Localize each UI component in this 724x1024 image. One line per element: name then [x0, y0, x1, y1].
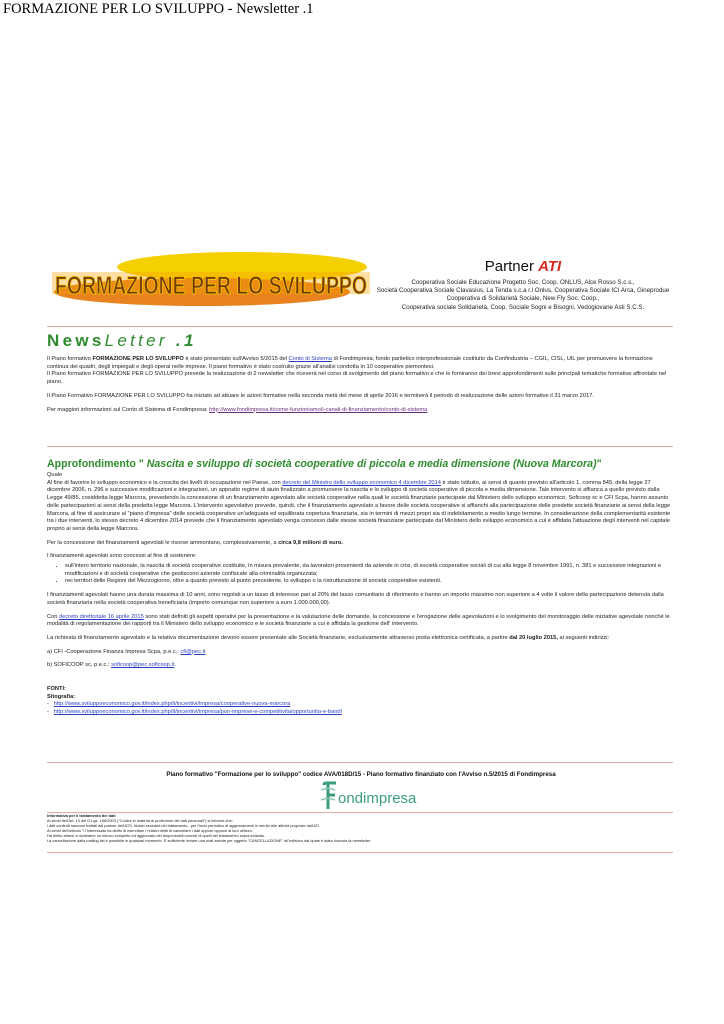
decreto-ministro-link[interactable]: decreto del Ministro dello sviluppo economico 4 dicembre 2014 [282, 479, 441, 486]
heading-news: News [47, 331, 105, 350]
intro-paragraph-4 [47, 407, 675, 415]
source-link-2[interactable]: http://www.sviluppoeconomico.gov.it/index.php/it/incentivi/impresa/pon-imprese-e-competitivita/opportunita-e-bandi [53, 709, 342, 716]
text-span: Per la concessione dei finanziamenti agevolati le risorse ammontano, complessivamente, a [47, 539, 279, 546]
intro-paragraph-2: Il Piano formativo FORMAZIONE PER LO SVILUPPO prevede la realizzazione di 2 newsletter che riceverà nel corso di svolgimento del piano formativo e che le forniranno dei brevi approfondimenti sulle principali tematiche formative affrontate nel piano. [47, 371, 667, 386]
divider [47, 852, 673, 853]
text-span: a) CFI -Cooperazione Finanza Impresa Scpa, p.e.c.: [47, 648, 181, 655]
fondimpresa-graphic [318, 781, 438, 811]
privacy-notice [47, 813, 675, 843]
list-item: • sull'intero territorio nazionale, la nascita di società cooperative costituite, in misura prevalente, da lavoratori provenienti da aziende in crisi, di società cooperative sociali di cui alla legge 8 novembre 1991, n. 381 e successive integrazioni e modificazioni e di società cooperative che gestiscono aziende confiscate alla criminalità organizzata; [65, 563, 675, 578]
decreto-direttoriale-link[interactable]: decreto direttoriale 16 aprile 2015 [59, 613, 144, 620]
fondimpresa-conto-link[interactable]: http://www.fondimpresa.it/come-funzioniamo/i-canali-di-finanziamento/conto-di-sistema [209, 406, 428, 413]
partner-line: Cooperativa di Solidarietà Sociale, New Fly Soc. Coop., [446, 295, 600, 303]
approfondimento-title [47, 458, 602, 471]
heading-number: .1 [175, 331, 197, 350]
formazione-logo [52, 250, 370, 308]
approf-paragraph-5 [47, 614, 675, 629]
partner-line: Cooperativa sociale Solidarietà, Coop. Sociale Sogni e Bisogni, Vedogiovane Asti S.C.S. [401, 303, 645, 311]
divider [47, 762, 673, 763]
approf-paragraph-2 [47, 540, 675, 548]
text-span: di Fondimpresa, fondo paritetico interprofessionale costituito da Confindustria – CGIL, CISL, UIL per promuovere la formazione continua dei quadri, degli impiegati e degli operai nelle imprese. Il piano formativo è stato costruito grazie all'analisi condotta in 10 cooperative piemontesi. [47, 356, 653, 370]
intro-section [47, 356, 675, 414]
partner-line: Cooperativa Sociale Educazione Progetto Soc. Coop. ONLUS, Alce Rosso S.c.s., [411, 279, 635, 286]
text-span: b) SOFICOOP sc, p.e.c.: [47, 662, 112, 669]
conto-di-sistema-link[interactable]: Conto di Sistema [288, 356, 332, 362]
text-span: Per maggiori informazioni sul Conto di Sistema di Fondimpresa: [47, 406, 210, 413]
intro-paragraph-3: Il Piano Formativo FORMAZIONE PER LO SVILUPPO ha iniziato ad attuare le azioni formative nella seconda metà del mese di aprile 2016 e terminerà il periodo di realizzazione delle azioni formative il 31 marzo 2017. [47, 392, 594, 399]
privacy-line: La cancellazione dalla mailing list è possibile in qualsiasi momento. È sufficiente inviare una mail avente per oggetto "CANCELLAZIONE" all'indirizzo dal quale è stata ricevuta la newsletter. [47, 838, 372, 843]
text-span: Con [47, 613, 60, 620]
cfi-pec-link[interactable]: cfi@pec.it [180, 648, 206, 655]
divider [47, 446, 673, 447]
text-span: è stato presentato sull'Avviso 5/2015 del [183, 356, 289, 362]
privacy-line: Ai sensi dell'Art. 13 del D.Lgs. 196/2003 ("Codice in materia di protezione dei dati personali") si informa che: [47, 818, 233, 823]
logo-text: FORMAZIONE PER LO SVILUPPO [55, 272, 367, 300]
title-italic: Nascita e sviluppo di società cooperative di piccola e media dimensione (Nuova Marcora) [146, 458, 597, 470]
partner-block [372, 258, 674, 312]
approfondimento-body [47, 472, 675, 717]
divider [47, 326, 673, 327]
fondimpresa-f-icon [324, 783, 336, 809]
start-date: dal 20 luglio 2015, [509, 634, 558, 641]
approf-paragraph-4: I finanziamenti agevolati hanno una durata massima di 10 anni, sono regolati a un tasso di interesse pari al 20% del tasso comunitario di riferimento e hanno un importo massimo non superiore a 4 volte il valore della partecipazione detenuta dalla società finanziaria nella società cooperativa beneficiaria (importo comunque non superiore a euro 1.000.000,00). [47, 592, 664, 606]
text-span: Al fine di favorire lo sviluppo economico e la crescita dei livelli di occupazione nel Paese, con [47, 479, 283, 486]
piano-footer-line: Piano formativo "Formazione per lo sviluppo" codice AVA/018D/15 - Piano formativo finanziato con l'Avviso n.5/2015 di Fondimpresa [166, 771, 556, 778]
partner-line: Società Cooperativa Sociale Clavasius, La Tenda s.c.a r.l Onlus, Cooperativa Sociale ICI Arca, Gineprodue [376, 287, 670, 295]
support-list [47, 563, 675, 586]
text-span: ai seguenti indirizzi: [557, 634, 610, 641]
partner-ati: ATI [538, 258, 562, 275]
source-link-1[interactable]: http://www.sviluppoeconomico.gov.it/index.php/it/incentivi/impresa/cooperative-nuova-marcora [53, 701, 291, 708]
text-span: Il Piano formativo [47, 356, 93, 362]
approf-paragraph-3: I finanziamenti agevolati sono concessi al fine di sostenere: [47, 553, 197, 560]
source-item: - http://www.sviluppoeconomico.gov.it/index.php/it/incentivi/impresa/cooperative-nuova-marcora [47, 701, 291, 708]
fondimpresa-text: ondimpresa [338, 790, 417, 807]
approf-paragraph-1 [47, 480, 675, 534]
newsletter-heading [47, 331, 197, 351]
partner-label: Partner [484, 258, 534, 275]
privacy-line: Ai sensi dell'articolo 7 l'interessato ha diritto di esercitare i relativi diritti di cancellare i dati oppure opporsi al loro utilizzo. [47, 828, 253, 833]
privacy-line: i dati conferiti saranno trattati dai partner dell'ATS- titolari esclusivi del trattamento - per l'invio periodico di aggiornamenti in merito alle attività proposte dall'ATI. [47, 823, 321, 828]
intro-paragraph-1 [47, 356, 675, 371]
quale-label: Quale [47, 472, 63, 478]
text-span: è stato istituito, ai sensi di quanto previsto all'articolo 1, comma 845, della legge 27 dicembre 2006, n. 296 e successive modificazioni e integrazioni, un apposito regime di aiuto finalizzato a promuovere la nascita e lo sviluppo di società cooperative di piccola e media dimensione. Tale intervento si affianca a quello previsto dalla Legge 49/85, cosiddetta legge Marcora, prevedendo la concessione di un finanziamento agevolato alle società cooperative nella quali le società finanziarie partecipate dal Ministero dello sviluppo economico, Soficoop sc e CFI Scpa, hanno assunto delle partecipazioni ai sensi della predetta legge Marcora. L'intervento agevolativo prevede, quindi, che il finanziamento agevolato a favore delle società cooperative si affianchi alla partecipazione delle predette società finanziarie ai sensi della legge Marcora, al fine di assicurare al "piano d'impresa" delle società cooperative un'adeguata ed equilibrata copertura finanziaria, sia in termini di mezzi propri sia di indebitamento a medio lungo termine. In considerazione della complementarità esistente tra i due interventi, lo stesso decreto 4 dicembre 2014 prevede che il finanziamento agevolato venga concesso dalle stesse società finanziarie partecipate dal Ministero dello sviluppo economico a cui è affidata l'attuazione degli interventi nel capitale proprio ai sensi della legge Marcora. [47, 479, 671, 532]
sitografia-title: Sitografia: [47, 693, 76, 700]
fondimpresa-logo [318, 781, 438, 811]
title-prefix: Approfondimento " [47, 458, 147, 470]
soficoop-address [47, 662, 675, 670]
title-suffix: " [596, 458, 602, 470]
fonti-title: FONTI: [47, 686, 66, 693]
partner-title [372, 258, 674, 276]
text-span: sono stati definiti gli aspetti operativi per la presentazione e la valutazione delle domande, la concessione e l'erogazione delle agevolazioni e lo svolgimento del monitoraggio delle iniziative agevolate nonché le modalità di regolamentazione dei rapporti tra il Ministero dello sviluppo economico e le società finanziarie a cui è affidata la gestione dell' intervento. [47, 613, 670, 628]
soficoop-pec-link[interactable]: soficoop@pec.soficoop.it [111, 662, 175, 669]
privacy-line: Ha diritto altresì a richiedere un elenco completo ed aggiornato dei responsabili nonchè di quelli del trattamento sopra indicato. [47, 833, 266, 838]
list-item: • nei territori delle Regioni del Mezzogiorno, oltre a quanto previsto al punto precedente, lo sviluppo o la ristrutturazione di società cooperative esistenti. [65, 578, 675, 586]
privacy-title: Informativa per il trattamento dei dati [47, 813, 116, 818]
heading-letter: Letter [104, 331, 168, 350]
source-item: - http://www.sviluppoeconomico.gov.it/index.php/it/incentivi/impresa/pon-imprese-e-competitivita/opportunita-e-bandi [47, 709, 342, 716]
document-title: FORMAZIONE PER LO SVILUPPO - Newsletter .1 [3, 1, 314, 17]
text-span: La richiesta di finanziamento agevolato e la relativa documentazione devono essere presentate alle Società finanziarie, esclusivamente attraverso posta elettronica certificata, a partire [47, 634, 510, 641]
cfi-address [47, 649, 675, 657]
plan-name: FORMAZIONE PER LO SVILUPPO [92, 356, 184, 362]
text-span: . [174, 662, 176, 669]
resources-amount: circa 9,8 milioni di euro. [278, 539, 343, 546]
logo-graphic [52, 250, 370, 308]
approf-paragraph-6 [47, 635, 675, 643]
